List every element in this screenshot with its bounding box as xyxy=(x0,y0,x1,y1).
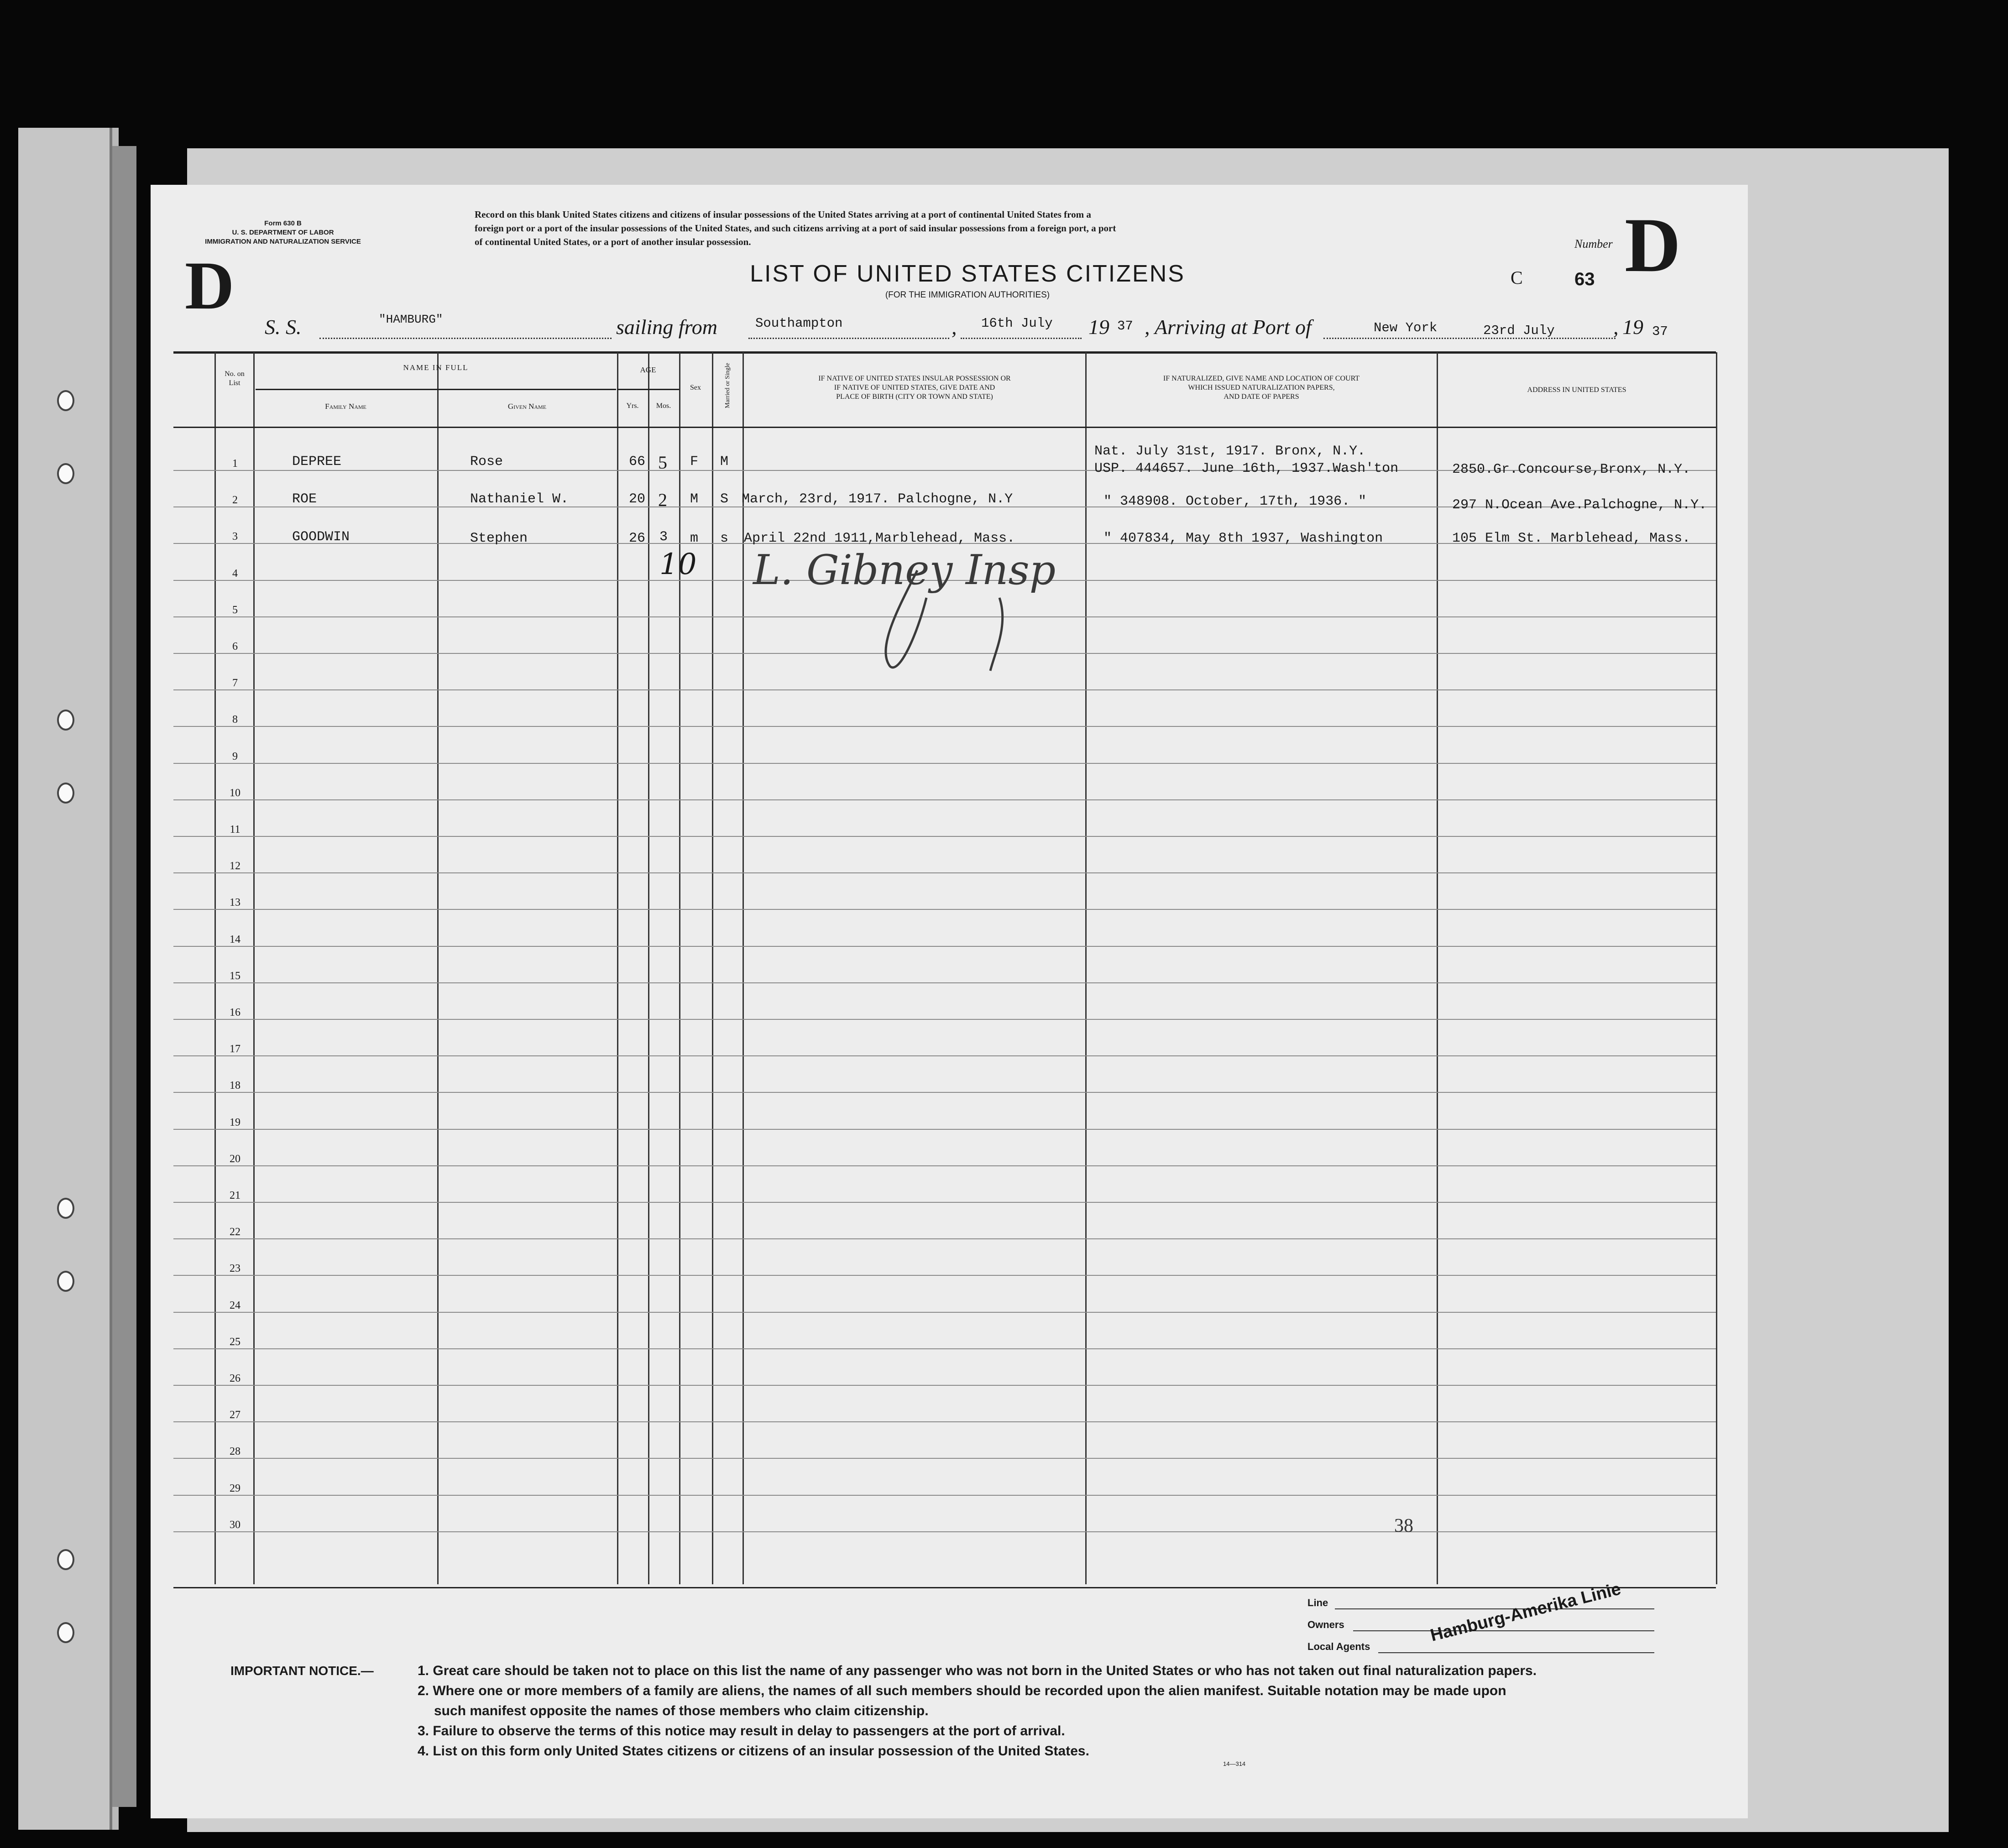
col-address: ADDRESS IN UNITED STATES xyxy=(1527,386,1626,394)
age-years: 66 xyxy=(629,454,646,470)
notice-item: 3. Failure to observe the terms of this notice may result in delay to passengers at the port of arrival. xyxy=(418,1723,1065,1738)
age-years: 26 xyxy=(629,531,646,546)
row-number: 30 xyxy=(230,1519,241,1531)
col-family-name: Family Name xyxy=(325,402,366,411)
ss-label: S. S. xyxy=(265,315,302,339)
marital-status: M xyxy=(720,454,729,470)
header-line: IF NATIVE OF UNITED STATES INSULAR POSSESSION OR xyxy=(818,375,1011,382)
col-married-single: Married or Single xyxy=(724,363,731,408)
row-rule xyxy=(173,1055,1716,1056)
row-rule xyxy=(173,1129,1716,1130)
age-rule xyxy=(617,389,679,390)
row-number: 19 xyxy=(230,1116,241,1128)
record-instructions xyxy=(475,208,1488,249)
header-bottom-rule xyxy=(173,427,1716,428)
page-title: LIST OF UNITED STATES CITIZENS xyxy=(750,261,1185,287)
punch-hole xyxy=(57,390,74,411)
row-rule xyxy=(173,1385,1716,1386)
sail-year: 37 xyxy=(1117,318,1133,334)
col-name-in-full: NAME IN FULL xyxy=(403,363,469,372)
row-rule xyxy=(173,1312,1716,1313)
given-name: Nathaniel W. xyxy=(470,491,569,507)
year-prefix: 19 xyxy=(1622,315,1643,339)
row-rule xyxy=(173,946,1716,947)
header-line: AND DATE OF PAPERS xyxy=(1224,393,1299,401)
address: 2850.Gr.Concourse,Bronx, N.Y. xyxy=(1452,462,1691,477)
page-number: 38 xyxy=(1394,1515,1413,1536)
list-prefix: C xyxy=(1511,267,1523,288)
header-line: IF NATIVE OF UNITED STATES, GIVE DATE AND xyxy=(834,384,995,392)
family-name: ROE xyxy=(292,491,317,507)
corner-letter: D xyxy=(185,248,235,324)
row-rule xyxy=(173,982,1716,983)
row-rule xyxy=(173,726,1716,727)
form-id xyxy=(192,219,374,246)
line-label: Line xyxy=(1307,1597,1328,1608)
row-number: 16 xyxy=(230,1007,241,1018)
sex: m xyxy=(690,531,699,546)
agents-label: Local Agents xyxy=(1307,1641,1370,1652)
col-given-name: Given Name xyxy=(507,402,547,411)
row-number: 6 xyxy=(232,641,238,653)
row-rule xyxy=(173,1019,1716,1020)
row-number: 20 xyxy=(230,1153,241,1165)
handwritten-count: 10 xyxy=(659,548,697,581)
row-rule xyxy=(173,836,1716,837)
manifest-page xyxy=(151,185,1748,1818)
row-number: 1 xyxy=(232,458,238,470)
row-number: 17 xyxy=(230,1043,241,1055)
row-number: 28 xyxy=(230,1446,241,1458)
comma: , xyxy=(952,315,957,339)
record-line: foreign port or a port of the insular possessions of the United States, and such citizens arriving at a port of said insular possessions from a foreign port, a port xyxy=(475,223,1116,234)
row-number: 22 xyxy=(230,1226,241,1238)
punch-hole xyxy=(57,710,74,731)
row-rule xyxy=(173,1531,1716,1532)
row-number: 14 xyxy=(230,933,241,945)
notice-item: 2. Where one or more members of a family are aliens, the names of all such members should be recorded upon the alien manifest. Suitable notation may be made upon xyxy=(418,1683,1506,1698)
col-no-on-list: No. on List xyxy=(225,370,245,387)
given-name: Stephen xyxy=(470,531,528,546)
arrival-port: New York xyxy=(1374,320,1438,335)
row-number: 18 xyxy=(230,1080,241,1092)
age-years: 20 xyxy=(629,491,646,507)
col-rule xyxy=(1716,352,1717,1584)
col-mos: Mos. xyxy=(656,402,671,410)
row-rule xyxy=(173,909,1716,910)
col-age: AGE xyxy=(640,365,656,374)
sex: M xyxy=(690,491,699,507)
row-number: 27 xyxy=(230,1409,241,1421)
row-number: 13 xyxy=(230,897,241,909)
arriving-label: Arriving at Port of xyxy=(1155,315,1312,339)
naturalization-passport: USP. 444657. June 16th, 1937.Wash'ton xyxy=(1094,461,1399,476)
punch-hole xyxy=(57,1271,74,1292)
ship-name: "HAMBURG" xyxy=(379,313,443,326)
age-months: 2 xyxy=(658,490,667,510)
row-rule xyxy=(173,872,1716,873)
row-number: 23 xyxy=(230,1263,241,1275)
col-sex: Sex xyxy=(690,384,701,392)
department-name: U. S. DEPARTMENT OF LABOR xyxy=(232,229,334,236)
arrival-year: 37 xyxy=(1652,324,1668,339)
row-number: 15 xyxy=(230,970,241,982)
punch-hole xyxy=(57,1198,74,1219)
birth-date-place: March, 23rd, 1917. Palchogne, N.Y xyxy=(742,491,1013,507)
row-rule xyxy=(173,1092,1716,1093)
punch-hole xyxy=(57,783,74,804)
comma: , xyxy=(1145,315,1150,339)
row-number: 5 xyxy=(232,604,238,616)
notice-list xyxy=(418,1661,1718,1761)
row-number: 29 xyxy=(230,1482,241,1494)
sex: F xyxy=(690,454,699,470)
row-number: 9 xyxy=(232,750,238,762)
age-months: 3 xyxy=(659,529,668,545)
inspector-signature xyxy=(662,543,1109,680)
family-name: DEPREE xyxy=(292,454,342,470)
row-rule xyxy=(173,1238,1716,1239)
col-naturalization xyxy=(1087,374,1436,402)
sailing-from-label: sailing from xyxy=(616,315,717,339)
col-yrs: Yrs. xyxy=(626,402,639,410)
record-line: Record on this blank United States citizens and citizens of insular possessions of the United States arriving at a port of continental United States from a xyxy=(475,209,1091,220)
name-rule xyxy=(256,389,616,390)
age-months: 5 xyxy=(658,452,667,473)
address: 105 Elm St. Marblehead, Mass. xyxy=(1452,531,1691,546)
row-number: 26 xyxy=(230,1373,241,1384)
row-number: 24 xyxy=(230,1299,241,1311)
col-rule xyxy=(648,352,649,1584)
given-name: Rose xyxy=(470,454,503,470)
family-name: GOODWIN xyxy=(292,529,350,545)
list-number: 63 xyxy=(1574,269,1595,289)
row-number: 12 xyxy=(230,860,241,872)
row-number: 10 xyxy=(230,787,241,799)
notice-item: 4. List on this form only United States citizens or citizens of an insular possession of the United States. xyxy=(418,1744,1089,1759)
marital-status: S xyxy=(720,491,729,507)
notice-item: such manifest opposite the names of those members who claim citizenship. xyxy=(434,1703,929,1718)
table-bottom-rule xyxy=(173,1587,1716,1588)
number-letter: D xyxy=(1625,202,1681,288)
row-rule xyxy=(173,689,1716,690)
notice-item: 1. Great care should be taken not to place on this list the name of any passenger who was not born in the United States or who has not taken out final naturalization papers. xyxy=(418,1663,1537,1678)
col-rule xyxy=(617,352,618,1584)
record-line: of continental United States, or a port of another insular possession. xyxy=(475,236,751,247)
binder-strip xyxy=(18,128,112,1830)
col-native-birth xyxy=(745,374,1084,402)
row-number: 21 xyxy=(230,1190,241,1201)
row-rule xyxy=(173,763,1716,764)
row-rule xyxy=(173,1421,1716,1422)
arrival-date: 23rd July xyxy=(1483,323,1555,338)
punch-hole xyxy=(57,1549,74,1570)
print-code: 14—314 xyxy=(1223,1760,1246,1767)
naturalization-court: Nat. July 31st, 1917. Bronx, N.Y. xyxy=(1094,444,1366,459)
year-prefix: 19 xyxy=(1088,315,1109,339)
col-rule xyxy=(1437,352,1438,1584)
form-number: Form 630 B xyxy=(264,219,302,227)
row-rule xyxy=(173,1275,1716,1276)
header-line: WHICH ISSUED NATURALIZATION PAPERS, xyxy=(1188,384,1335,392)
table-top-rule xyxy=(173,351,1716,354)
address: 297 N.Ocean Ave.Palchogne, N.Y. xyxy=(1452,497,1707,513)
marital-status: s xyxy=(720,531,729,546)
punch-hole xyxy=(57,463,74,484)
col-rule xyxy=(712,352,713,1584)
naturalization-court: " 348908. October, 17th, 1936. " xyxy=(1103,494,1367,509)
row-rule xyxy=(173,1348,1716,1349)
header-line: IF NATURALIZED, GIVE NAME AND LOCATION OF COURT xyxy=(1163,375,1360,382)
col-rule xyxy=(437,352,439,1584)
col-rule xyxy=(1085,352,1087,1584)
row-rule xyxy=(173,799,1716,800)
service-name: IMMIGRATION AND NATURALIZATION SERVICE xyxy=(205,238,361,245)
row-number: 11 xyxy=(230,824,241,835)
number-label: Number xyxy=(1574,237,1613,251)
row-rule xyxy=(173,1202,1716,1203)
page-subtitle: (FOR THE IMMIGRATION AUTHORITIES) xyxy=(885,290,1050,300)
naturalization-court: " 407834, May 8th 1937, Washington xyxy=(1103,531,1383,546)
punch-hole xyxy=(57,1622,74,1643)
row-rule xyxy=(173,1458,1716,1459)
line-stamp: Hamburg-Amerika Linie xyxy=(1428,1579,1623,1645)
owners-label: Owners xyxy=(1307,1619,1344,1630)
row-rule xyxy=(173,1165,1716,1166)
comma: , xyxy=(1613,315,1619,339)
sail-date: 16th July xyxy=(981,316,1053,331)
row-rule xyxy=(173,1495,1716,1496)
row-number: 2 xyxy=(232,494,238,506)
col-rule xyxy=(679,352,680,1584)
row-number: 7 xyxy=(232,677,238,689)
row-number: 3 xyxy=(232,531,238,543)
signature-text: L. Gibney Insp xyxy=(753,546,1056,594)
header-line: PLACE OF BIRTH (CITY OR TOWN AND STATE) xyxy=(836,393,993,401)
row-number: 8 xyxy=(232,714,238,726)
row-number: 4 xyxy=(232,567,238,579)
birth-date-place: April 22nd 1911,Marblehead, Mass. xyxy=(744,531,1015,546)
sailing-from: Southampton xyxy=(755,316,843,331)
row-number: 25 xyxy=(230,1336,241,1348)
notice-label: IMPORTANT NOTICE.— xyxy=(230,1664,374,1678)
